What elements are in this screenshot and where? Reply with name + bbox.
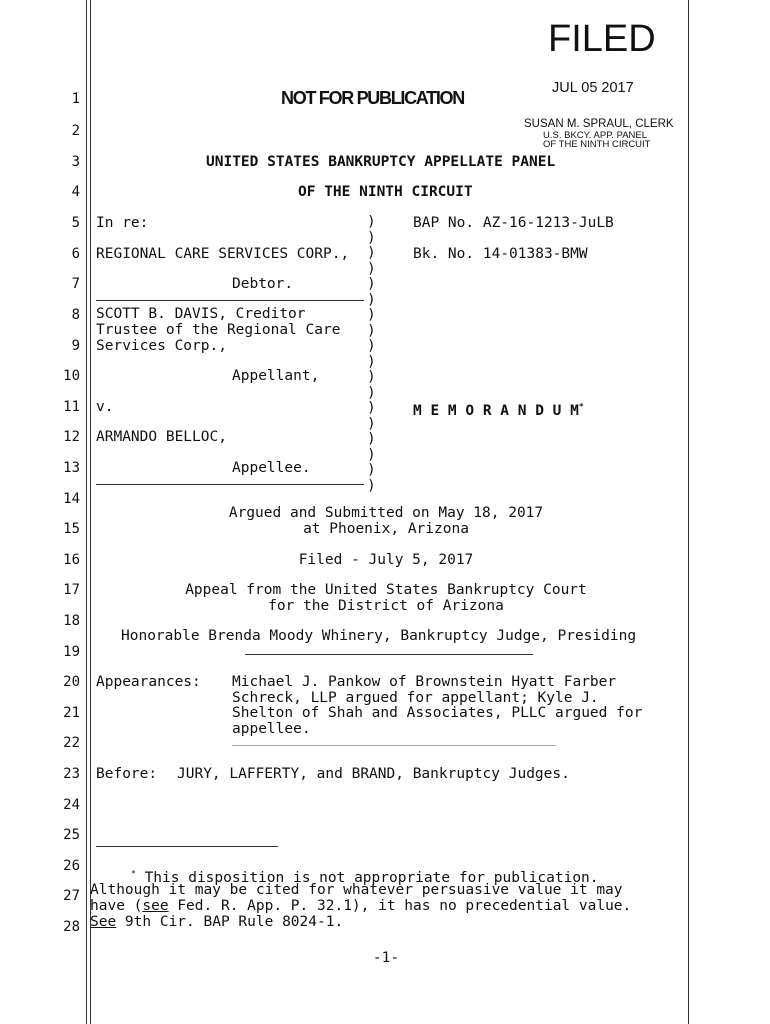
line-number: 9 <box>71 338 80 354</box>
line-number: 26 <box>63 858 80 874</box>
caption-appellant-line1: SCOTT B. DAVIS, Creditor <box>96 306 306 322</box>
line-number: 19 <box>63 644 80 660</box>
caption-divider-top <box>96 300 364 301</box>
appearances-divider <box>232 745 556 746</box>
line-number: 8 <box>71 307 80 323</box>
line-number: 7 <box>71 276 80 292</box>
appearances-line3: Shelton of Shah and Associates, PLLC argued for <box>232 705 643 721</box>
caption-versus: v. <box>96 399 114 415</box>
line-number: 11 <box>63 399 80 415</box>
line-number: 28 <box>63 919 80 935</box>
line-number: 5 <box>71 215 80 231</box>
caption-parentheses: ) ) ) ) ) ) ) ) ) ) ) ) ) ) ) ) ) ) <box>367 214 376 494</box>
memorandum-footnote-mark: * <box>578 402 584 411</box>
appeal-line2: for the District of Arizona <box>268 598 504 614</box>
line-number: 17 <box>63 582 80 598</box>
judge-divider <box>245 654 533 655</box>
court-name-line2: OF THE NINTH CIRCUIT <box>298 184 473 200</box>
filed-stamp-panel: U.S. BKCY. APP. PANEL <box>543 130 648 141</box>
page-number: -1- <box>372 950 400 966</box>
appeal-line1: Appeal from the United States Bankruptcy Court <box>185 582 587 598</box>
line-number: 21 <box>63 705 80 721</box>
line-number: 23 <box>63 766 80 782</box>
line-number: 10 <box>63 368 80 384</box>
caption-divider-bottom <box>96 484 364 485</box>
line-number: 3 <box>71 154 80 170</box>
caption-appellant-line3: Services Corp., <box>96 338 227 354</box>
line-number: 25 <box>63 827 80 843</box>
line-number: 4 <box>71 184 80 200</box>
bk-number: Bk. No. 14-01383-BMW <box>413 246 588 262</box>
filed-date: Filed - July 5, 2017 <box>298 552 474 568</box>
caption-appellant-line2: Trustee of the Regional Care <box>96 322 341 338</box>
argued-line1: Argued and Submitted on May 18, 2017 <box>228 505 544 521</box>
court-name-line1: UNITED STATES BANKRUPTCY APPELLATE PANEL <box>206 154 556 170</box>
line-number: 6 <box>71 246 80 262</box>
line-number: 2 <box>71 123 80 139</box>
line-number: 27 <box>63 888 80 904</box>
filed-stamp-clerk: SUSAN M. SPRAUL, CLERK <box>524 118 674 130</box>
filed-stamp-title: FILED <box>548 18 656 60</box>
caption-appellee-name: ARMANDO BELLOC, <box>96 429 227 445</box>
line-number: 12 <box>63 429 80 445</box>
footnote-line1: * This disposition is not appropriate for publication. <box>131 869 599 886</box>
footnote-separator <box>96 846 278 847</box>
footnote-line4: See 9th Cir. BAP Rule 8024-1. <box>90 914 344 930</box>
caption-debtor-name: REGIONAL CARE SERVICES CORP., <box>96 246 350 262</box>
appearances-line4: appellee. <box>232 721 311 737</box>
before-judges: JURY, LAFFERTY, and BRAND, Bankruptcy Judges. <box>177 766 570 782</box>
filed-stamp-date: JUL 05 2017 <box>552 80 634 96</box>
appearances-line1: Michael J. Pankow of Brownstein Hyatt Farber <box>232 674 617 690</box>
filed-stamp-circuit: OF THE NINTH CIRCUIT <box>543 139 651 150</box>
line-number: 18 <box>63 613 80 629</box>
appearances-label: Appearances: <box>96 674 201 690</box>
line-number: 15 <box>63 521 80 537</box>
caption-appellant-label: Appellant, <box>232 368 320 384</box>
before-label: Before: <box>96 766 158 782</box>
line-number: 20 <box>63 674 80 690</box>
line-number: 1 <box>71 91 80 107</box>
line-number: 16 <box>63 552 80 568</box>
footnote-line3: have (see Fed. R. App. P. 32.1), it has no precedential value. <box>90 898 632 914</box>
appearances-line2: Schreck, LLP argued for appellant; Kyle J. <box>232 690 599 706</box>
bap-number: BAP No. AZ-16-1213-JuLB <box>413 215 614 231</box>
caption-appellee-label: Appellee. <box>232 460 311 476</box>
footnote-line2: Although it may be cited for whatever persuasive value it may <box>90 882 623 898</box>
line-number: 14 <box>63 491 80 507</box>
memorandum-title: M E M O R A N D U M* <box>413 402 584 419</box>
caption-debtor-label: Debtor. <box>232 276 294 292</box>
footnote-mark: * <box>131 869 136 878</box>
presiding-judge: Honorable Brenda Moody Whinery, Bankruptcy Judge, Presiding <box>121 628 637 644</box>
argued-line2: at Phoenix, Arizona <box>303 521 469 537</box>
not-for-publication-heading: NOT FOR PUBLICATION <box>281 88 464 108</box>
caption-in-re: In re: <box>96 215 149 231</box>
line-number: 22 <box>63 735 80 751</box>
line-number: 13 <box>63 460 80 476</box>
left-margin-rule-inner <box>90 0 91 1024</box>
left-margin-rule-outer <box>86 0 87 1024</box>
right-margin-rule <box>688 0 689 1024</box>
line-number: 24 <box>63 797 80 813</box>
